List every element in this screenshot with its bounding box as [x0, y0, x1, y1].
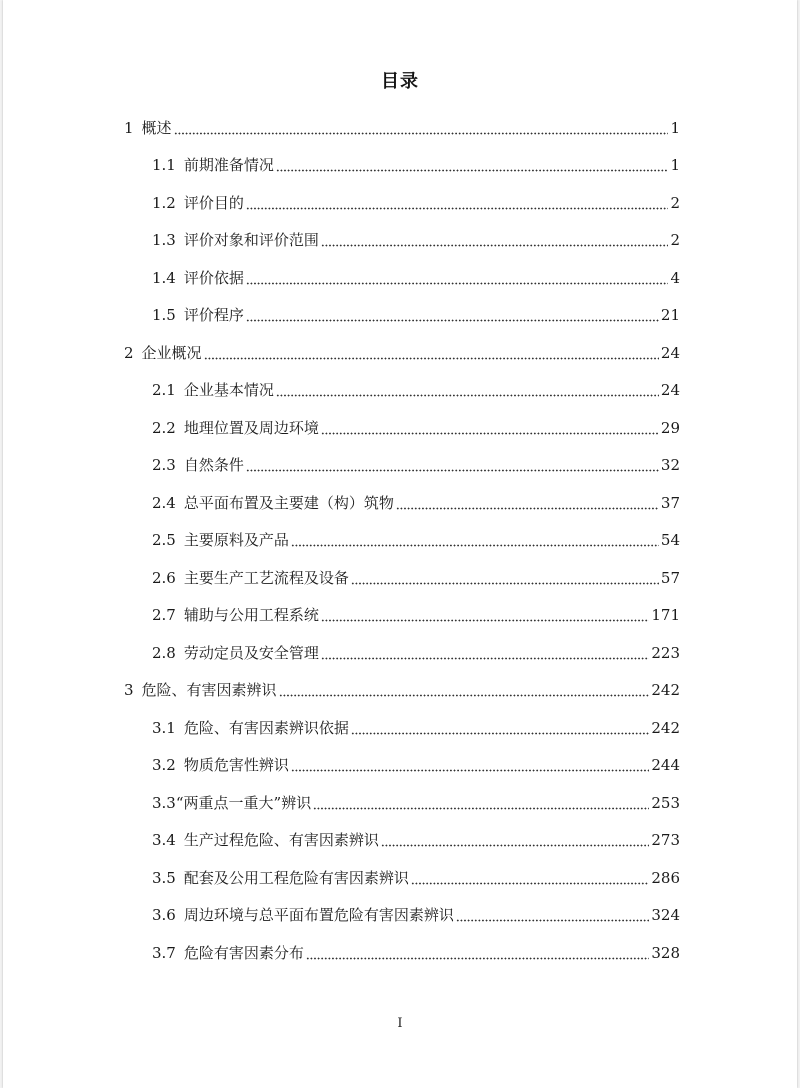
toc-entry-page: 1 — [670, 119, 680, 137]
dot-leader — [246, 268, 669, 288]
dot-leader — [276, 155, 669, 175]
dot-leader — [174, 118, 669, 138]
toc-entry-label: 前期准备情况 — [183, 156, 274, 174]
toc-entry-page: 54 — [660, 531, 680, 549]
toc-entry-page: 24 — [660, 381, 680, 399]
dot-leader — [411, 868, 649, 888]
dot-leader — [291, 755, 649, 775]
toc-entry-number: 2.4 — [152, 494, 176, 512]
dot-leader — [321, 605, 649, 625]
toc-entry-number: 3.3 — [152, 794, 176, 812]
dot-leader — [396, 493, 659, 513]
toc-entry-number: 2.5 — [152, 531, 176, 549]
toc-entry-number: 3.4 — [152, 831, 176, 849]
toc-entry[interactable] — [152, 528, 680, 550]
toc-entry-page: 273 — [651, 831, 680, 849]
toc-entry-number: 2.6 — [152, 569, 176, 587]
toc-entry-number: 3.6 — [152, 906, 176, 924]
toc-entry-label: 主要生产工艺流程及设备 — [183, 569, 349, 587]
toc-entry-page: 286 — [651, 869, 680, 887]
toc-entry[interactable] — [152, 153, 680, 175]
toc-entry-label: 自然条件 — [183, 456, 244, 474]
toc-entry-label: 地理位置及周边环境 — [183, 419, 319, 437]
toc-entry[interactable] — [152, 941, 680, 963]
toc-entry-page: 253 — [651, 794, 680, 812]
toc-entry-label: 生产过程危险、有害因素辨识 — [183, 831, 379, 849]
toc-entry[interactable] — [152, 828, 680, 850]
document-page — [3, 0, 797, 1088]
toc-entry-number: 1.3 — [152, 231, 176, 249]
toc-entry-page: 57 — [660, 569, 680, 587]
toc-entry-page: 242 — [651, 719, 680, 737]
toc-entry-number: 2.3 — [152, 456, 176, 474]
dot-leader — [351, 568, 659, 588]
toc-entry-page: 242 — [651, 681, 680, 699]
dot-leader — [456, 905, 649, 925]
toc-entry-label: 辅助与公用工程系统 — [183, 606, 319, 624]
toc-entry[interactable] — [152, 191, 680, 213]
toc-entry-page: 2 — [670, 231, 680, 249]
toc-entry-label: 评价依据 — [183, 269, 244, 287]
toc-entry-number: 1 — [124, 119, 134, 137]
toc-entry-number: 3.5 — [152, 869, 176, 887]
toc-entry[interactable] — [152, 903, 680, 925]
toc-entry-label: 危险、有害因素辨识 — [141, 681, 277, 699]
dot-leader — [306, 943, 649, 963]
toc-entry-number: 3.7 — [152, 944, 176, 962]
dot-leader — [321, 418, 659, 438]
toc-entry-page: 1 — [670, 156, 680, 174]
dot-leader — [321, 643, 649, 663]
toc-entry[interactable] — [152, 266, 680, 288]
toc-entry-number: 2.7 — [152, 606, 176, 624]
dot-leader — [351, 718, 649, 738]
toc-entry-number: 3 — [124, 681, 134, 699]
toc-entry-label: 周边环境与总平面布置危险有害因素辨识 — [183, 906, 454, 924]
toc-entry-label: 总平面布置及主要建（构）筑物 — [183, 494, 394, 512]
toc-entry[interactable] — [152, 228, 680, 250]
toc-entry[interactable] — [124, 116, 680, 138]
toc-entry-page: 32 — [660, 456, 680, 474]
toc-entry-number: 3.2 — [152, 756, 176, 774]
toc-entry[interactable] — [152, 453, 680, 475]
dot-leader — [246, 455, 659, 475]
dot-leader — [313, 793, 649, 813]
toc-entry-label: 评价目的 — [183, 194, 244, 212]
dot-leader — [204, 343, 659, 363]
toc-entry-number: 1.2 — [152, 194, 176, 212]
toc-entry[interactable] — [152, 566, 680, 588]
toc-entry-page: 324 — [651, 906, 680, 924]
toc-entry-number: 2.1 — [152, 381, 176, 399]
toc-entry-page: 29 — [660, 419, 680, 437]
toc-entry-number: 1.4 — [152, 269, 176, 287]
toc-entry-page: 244 — [651, 756, 680, 774]
toc-entry[interactable] — [152, 641, 680, 663]
toc-entry-number: 3.1 — [152, 719, 176, 737]
toc-entry-page: 24 — [660, 344, 680, 362]
toc-entry-page: 328 — [651, 944, 680, 962]
toc-entry-number: 1.5 — [152, 306, 176, 324]
dot-leader — [279, 680, 650, 700]
dot-leader — [321, 230, 669, 250]
toc-entry-page: 223 — [651, 644, 680, 662]
toc-entry-label: 危险有害因素分布 — [183, 944, 304, 962]
toc-entry-label: 物质危害性辨识 — [183, 756, 289, 774]
dot-leader — [246, 305, 659, 325]
toc-entry[interactable] — [152, 791, 680, 813]
toc-entry-number: 2 — [124, 344, 134, 362]
toc-entry[interactable] — [152, 753, 680, 775]
toc-entry[interactable] — [152, 716, 680, 738]
toc-entry-label: 劳动定员及安全管理 — [183, 644, 319, 662]
toc-entry[interactable] — [152, 603, 680, 625]
toc-entry-number: 2.2 — [152, 419, 176, 437]
toc-entry-number: 2.8 — [152, 644, 176, 662]
toc-entry-label: 危险、有害因素辨识依据 — [183, 719, 349, 737]
toc-entry-label: 企业概况 — [141, 344, 202, 362]
toc-entry-page: 2 — [670, 194, 680, 212]
toc-entry-label: 主要原料及产品 — [183, 531, 289, 549]
toc-entry-label: 概述 — [141, 119, 172, 137]
dot-leader — [276, 380, 659, 400]
toc-entry[interactable] — [152, 866, 680, 888]
toc-entry[interactable] — [152, 378, 680, 400]
toc-entry-page: 171 — [651, 606, 680, 624]
toc-entry[interactable] — [124, 341, 680, 363]
toc-entry-label: “两重点一重大”辨识 — [175, 794, 312, 812]
toc-entry-number: 1.1 — [152, 156, 176, 174]
toc-entry-label: 企业基本情况 — [183, 381, 274, 399]
toc-entry-label: 评价程序 — [183, 306, 244, 324]
page-number: I — [397, 1016, 403, 1031]
toc-entry[interactable] — [152, 416, 680, 438]
dot-leader — [291, 530, 659, 550]
toc-entry[interactable] — [152, 303, 680, 325]
dot-leader — [246, 193, 669, 213]
toc-entry-page: 37 — [660, 494, 680, 512]
toc-entry-page: 4 — [670, 269, 680, 287]
toc-entry[interactable] — [124, 678, 680, 700]
toc-entry-label: 评价对象和评价范围 — [183, 231, 319, 249]
toc-entry[interactable] — [152, 491, 680, 513]
toc-entry-label: 配套及公用工程危险有害因素辨识 — [183, 869, 409, 887]
page-title: 目录 — [381, 71, 419, 92]
dot-leader — [381, 830, 649, 850]
toc-entry-page: 21 — [660, 306, 680, 324]
